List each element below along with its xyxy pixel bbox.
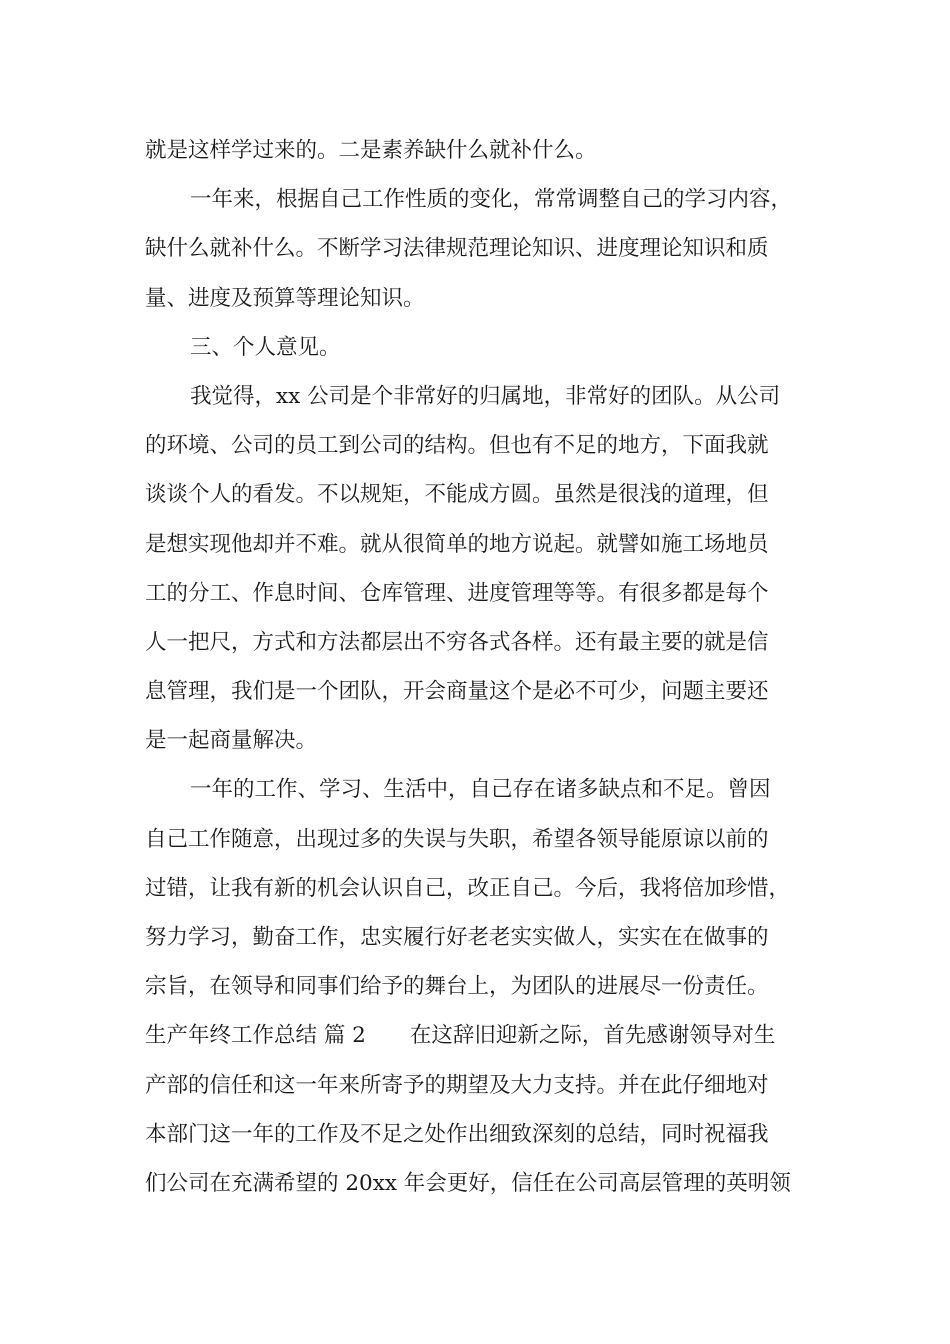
text-line: 量、进度及预算等理论知识。 — [145, 285, 425, 311]
text-line: 是一起商量解决。 — [145, 728, 318, 754]
text-line: 自己工作随意，出现过多的失误与失职，希望各领导能原谅以前的 — [145, 826, 769, 852]
text-line: 们公司在充满希望的 20xx 年会更好，信任在公司高层管理的英明领 — [145, 1170, 791, 1196]
text-line: 一年来，根据自己工作性质的变化，常常调整自己的学习内容， — [190, 187, 793, 213]
section-heading: 三、个人意见。 — [190, 334, 341, 360]
text-line-segment: 在这辞旧迎新之际，首先感谢领导对生 — [409, 1023, 776, 1049]
text-line: 谈谈个人的看发。不以规矩，不能成方圆。虽然是很浅的道理，但 — [145, 482, 769, 508]
text-line: 缺什么就补什么。不断学习法律规范理论知识、进度理论知识和质 — [145, 236, 769, 262]
text-line: 产部的信任和这一年来所寄予的期望及大力支持。并在此仔细地对 — [145, 1072, 769, 1098]
text-line: 是想实现他却并不难。就从很简单的地方说起。就譬如施工场地员 — [145, 531, 769, 557]
text-line: 宗旨，在领导和同事们给予的舞台上，为团队的进展尽一份责任。 — [145, 974, 769, 1000]
text-line: 工的分工、作息时间、仓库管理、进度管理等等。有很多都是每个 — [145, 580, 769, 606]
article-title: 生产年终工作总结 篇 2 — [145, 1023, 366, 1049]
text-line: 本部门这一年的工作及不足之处作出细致深刻的总结，同时祝福我 — [145, 1121, 769, 1147]
text-line: 的环境、公司的员工到公司的结构。但也有不足的地方，下面我就 — [145, 433, 769, 459]
text-line — [145, 1011, 825, 1060]
text-line: 息管理，我们是一个团队，开会商量这个是必不可少，问题主要还 — [145, 679, 769, 705]
text-line: 就是这样学过来的。二是素养缺什么就补什么。 — [145, 138, 597, 163]
text-line: 一年的工作、学习、生活中，自己存在诸多缺点和不足。曾因 — [190, 777, 771, 803]
text-line: 人一把尺，方式和方法都层出不穷各式各样。还有最主要的就是信 — [145, 629, 769, 655]
text-line: 过错，让我有新的机会认识自己，改正自己。今后，我将倍加珍惜， — [145, 875, 791, 901]
text-line: 努力学习，勤奋工作，忠实履行好老老实实做人，实实在在做事的 — [145, 925, 769, 950]
text-line: 我觉得，xx 公司是个非常好的归属地，非常好的团队。从公司 — [190, 383, 781, 409]
document-body — [145, 126, 825, 1208]
